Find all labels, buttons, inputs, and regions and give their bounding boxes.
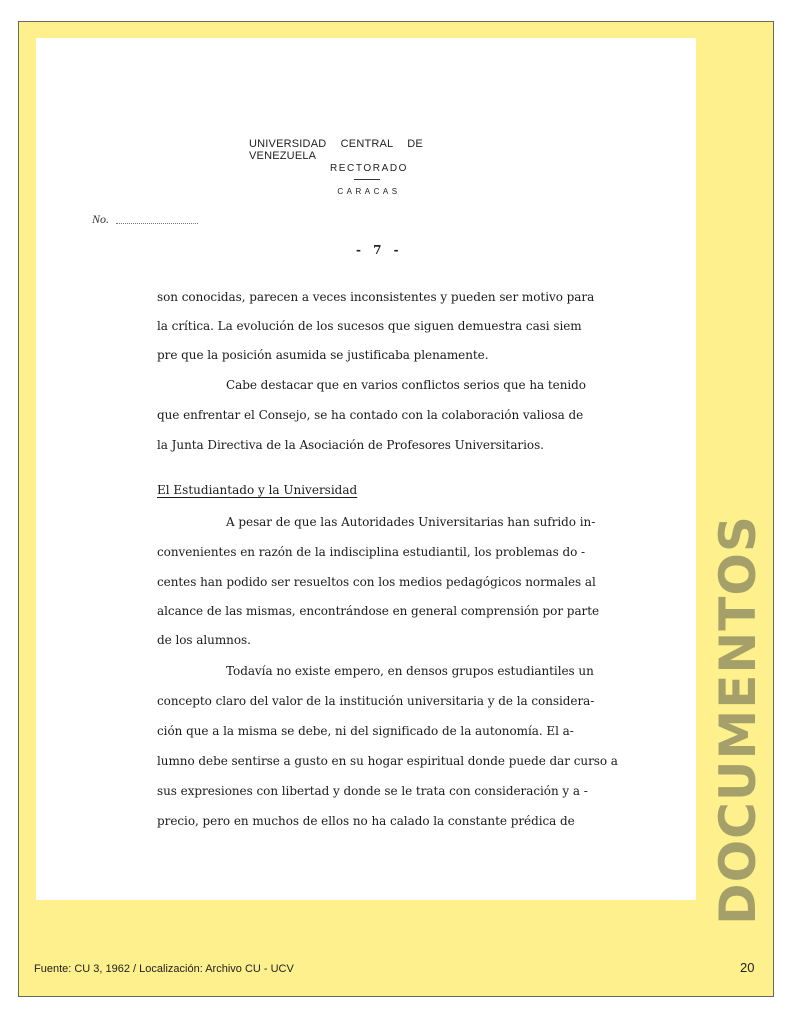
body-line: Cabe destacar que en varios conflictos serios que ha tenido [226,378,586,392]
document-number-label: No. [92,212,110,226]
body-line: de los alumnos. [157,633,251,647]
scanned-document [36,38,696,900]
document-number-field [116,223,198,224]
side-title-text: DOCUMENTOS [709,514,767,925]
page-number: 20 [740,960,755,975]
body-line: ción que a la misma se debe, ni del significado de la autonomía. El a- [157,724,574,738]
body-line: son conocidas, parecen a veces inconsistentes y pueden ser motivo para [157,290,595,304]
section-heading: El Estudiantado y la Universidad [157,483,358,497]
source-caption: Fuente: CU 3, 1962 / Localización: Archivo CU - UCV [34,963,294,975]
page-marker: - 7 - [356,243,403,257]
side-title [709,514,767,925]
body-line: precio, pero en muchos de ellos no ha calado la constante prédica de [157,814,575,828]
body-line: la crítica. La evolución de los sucesos que siguen demuestra casi siem [157,319,582,333]
letterhead-city: CARACAS [337,187,401,196]
body-line: la Junta Directiva de la Asociación de Profesores Universitarios. [157,438,544,452]
body-line: Todavía no existe empero, en densos grupos estudiantiles un [226,664,594,678]
body-line: centes han podido ser resueltos con los medios pedagógicos normales al [157,575,596,589]
body-line: concepto claro del valor de la institución universitaria y de la considera- [157,694,595,708]
letterhead-rule [354,179,380,180]
body-line: A pesar de que las Autoridades Universitarias han sufrido in- [226,515,596,529]
letterhead-institution: UNIVERSIDAD CENTRAL DE VENEZUELA [249,138,423,162]
body-line: pre que la posición asumida se justificaba plenamente. [157,348,489,362]
letterhead-office: RECTORADO [329,163,409,174]
body-line: lumno debe sentirse a gusto en su hogar espiritual donde puede dar curso a [157,754,618,768]
body-line: alcance de las mismas, encontrándose en general comprensión por parte [157,604,600,618]
body-line: que enfrentar el Consejo, se ha contado con la colaboración valiosa de [157,408,584,422]
body-line: sus expresiones con libertad y donde se le trata con consideración y a - [157,784,588,798]
body-line: convenientes en razón de la indisciplina estudiantil, los problemas do - [157,545,586,559]
